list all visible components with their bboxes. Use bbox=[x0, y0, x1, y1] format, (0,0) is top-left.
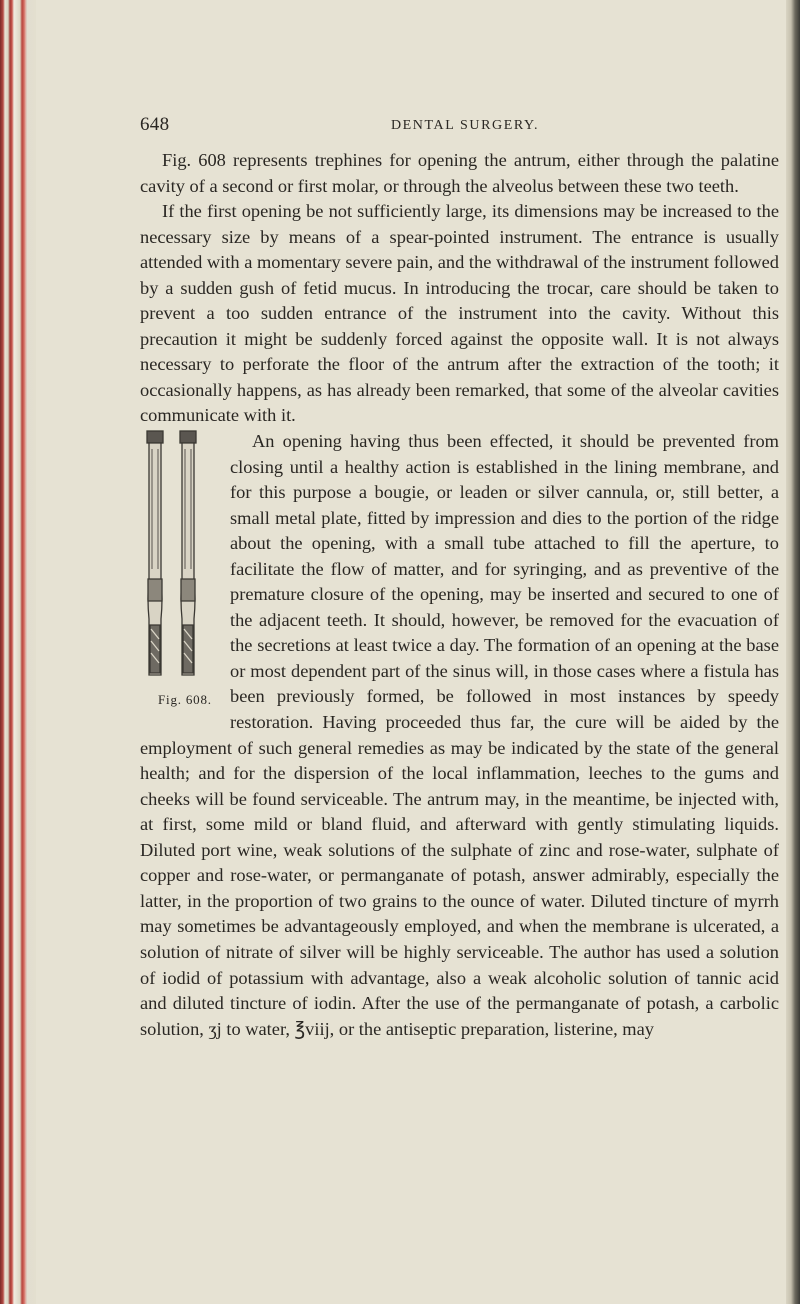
paragraph-3-text: An opening having thus been effected, it should be prevented from closing until a healthy action is established in the lining membrane, and for this purpose a bougie, or leaden or silver cannula, or, still better, a small metal plate, fitted by impression and dies to the portion of the ridge about the opening, with a small tube attached to fill the aperture, to facilitate the flow of matter, and for syringing, and as preventive of the premature closure of the opening, may be inserted and secured to one of the adjacent teeth. It should, however, be removed for the evacuation of the secretions at least twice a day. The formation of an opening at the base or most dependent part of the sinus will, in those cases where a fistula has been previously formed, be followed in most instances by speedy restoration. Having proceeded thus far, the cure will be aided by the employment of such general remedies as may be indicated by the state of the general health; and for the dispersion of the local inflammation, leeches to the gums and cheeks will be found serviceable. The antrum may, in the meantime, be injected with, at first, some mild or bland fluid, and afterward with gently stimulating liquids. Diluted port wine, weak solutions of the sulphate of zinc and rose-water, sulphate of copper and rose-water, or permanganate of potash, answer admirably, especially the latter, in the proportion of two grains to the ounce of water. Diluted tincture of myrrh may sometimes be advantageously employed, and when the membrane is ulcerated, a solution of nitrate of silver will be highly serviceable. The author has used a solution of iodid of potassium with advantage, also a weak alcoholic solution of tannic acid and diluted tincture of iodin. After the use of the permanganate of potash, a carbolic solution, ʒj to water, ℥viij, or the antiseptic preparation, listerine, may bbox=[140, 431, 779, 1039]
body-text bbox=[140, 148, 779, 1042]
trephines-illustration-icon bbox=[144, 429, 204, 683]
book-binding-edge bbox=[0, 0, 36, 1304]
paragraph-1: Fig. 608 represents trephines for opening the antrum, either through the palatine cavity of a second or first molar, or through the alveolus between these two teeth. bbox=[140, 150, 779, 196]
page-header bbox=[140, 114, 780, 140]
figure-caption: Fig. 608. bbox=[158, 692, 212, 708]
paragraph-2: If the first opening be not sufficiently large, its dimensions may be increased to the necessary size by means of a spear-pointed instrument. The entrance is usually attended with a momentary severe pain, and the withdrawal of the instrument followed by a sudden gush of fetid mucus. In introducing the trocar, care should be taken to prevent a too sudden entrance of the instrument into the cavity. Without this precaution it might be suddenly forced against the opposite wall. It is not always necessary to perforate the floor of the antrum after the extraction of the tooth; it occasionally happens, as has already been remarked, that some of the alveolar cavities communicate with it. bbox=[140, 201, 779, 426]
running-title: DENTAL SURGERY. bbox=[390, 118, 540, 133]
paragraph-3 bbox=[140, 429, 779, 1042]
figure-608 bbox=[136, 429, 224, 712]
book-page bbox=[36, 0, 786, 1304]
page-right-edge bbox=[786, 0, 800, 1304]
page-number: 648 bbox=[140, 114, 170, 135]
